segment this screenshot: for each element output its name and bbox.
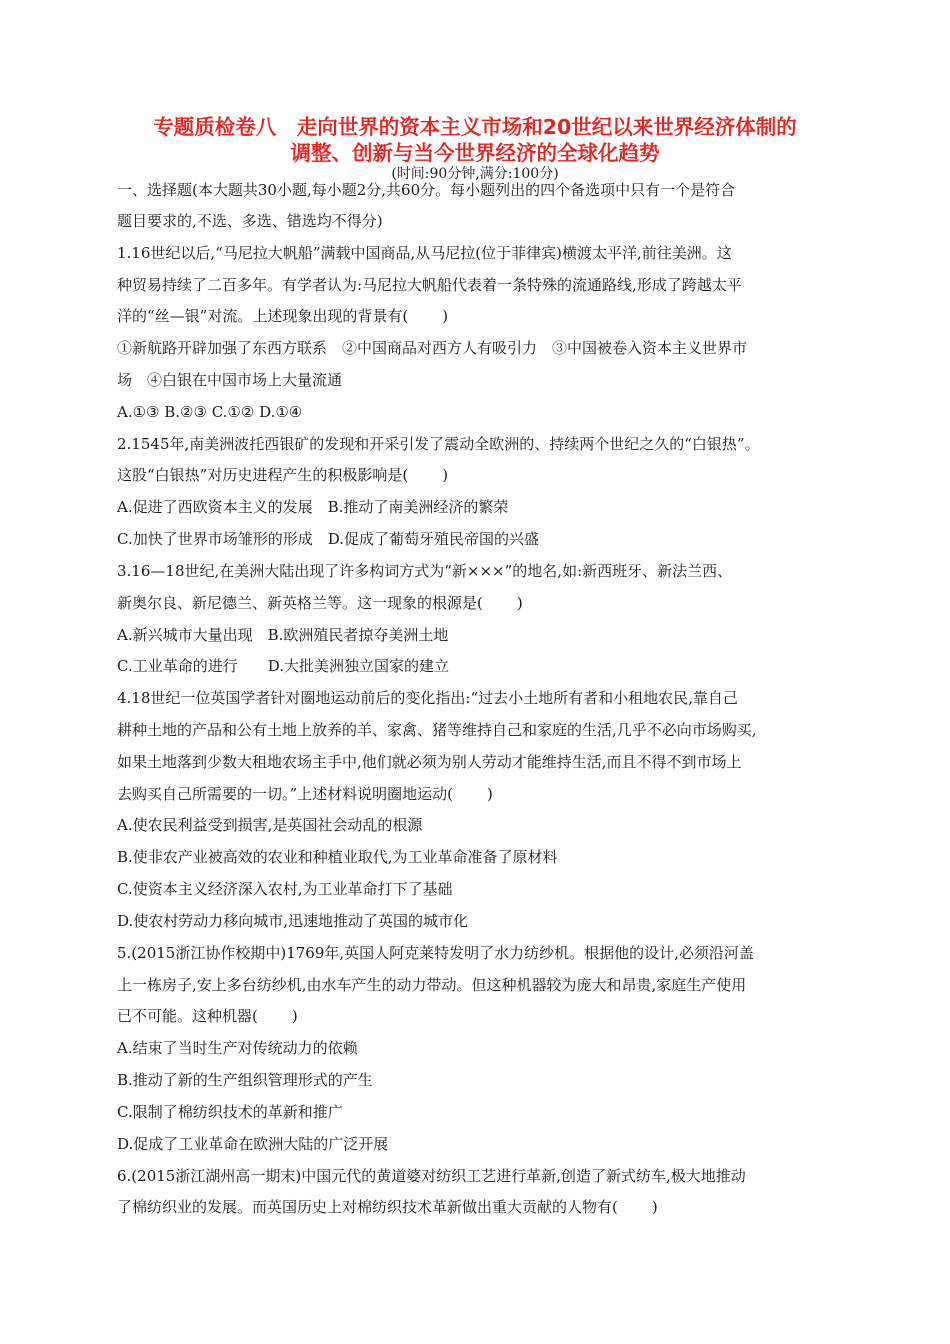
paper-title-line-1: 专题质检卷八 走向世界的资本主义市场和20世纪以来世界经济体制的 xyxy=(153,115,797,139)
question-2-options-cd: C.加快了世界市场雏形的形成 D.促成了葡萄牙殖民帝国的兴盛 xyxy=(117,530,539,548)
question-6-line-1: 6.(2015浙江湖州高一期末)中国元代的黄道婆对纺织工艺进行革新,创造了新式纺车,极大地推动 xyxy=(117,1167,746,1185)
question-1-statements-line-2: 场 ④白银在中国市场上大量流通 xyxy=(117,371,343,389)
question-5-stem-end: 已不可能。这种机器( xyxy=(117,1007,258,1025)
question-2-paren-close: ) xyxy=(442,466,449,484)
question-2-line-1: 2.1545年,南美洲波托西银矿的发现和开采引发了震动全欧洲的、持续两个世纪之久的“白银热”。 xyxy=(117,435,760,453)
question-1-options: A.①③ B.②③ C.①② D.①④ xyxy=(117,403,303,421)
question-4-line-3: 如果土地落到少数大租地农场主手中,他们就必须为别人劳动才能维持生活,而且不得不到市场上 xyxy=(117,753,742,771)
question-3-options-cd: C.工业革命的进行 D.大批美洲独立国家的建立 xyxy=(117,657,449,675)
question-3-paren-close: ) xyxy=(516,594,523,612)
question-4-paren-close: ) xyxy=(487,785,493,803)
question-2-line-2 xyxy=(117,465,448,485)
question-5-line-3 xyxy=(117,1006,298,1026)
question-5-option-d: D.促成了工业革命在欧洲大陆的广泛开展 xyxy=(117,1135,389,1153)
section-heading-line-2: 题目要求的,不选、多选、错选均不得分) xyxy=(117,212,383,230)
question-5-option-a: A.结束了当时生产对传统动力的依赖 xyxy=(117,1039,358,1057)
question-1-statements-line-1: ①新航路开辟加强了东西方联系 ②中国商品对西方人有吸引力 ③中国被卷入资本主义世界市 xyxy=(117,339,748,357)
question-2-options-ab: A.促进了西欧资本主义的发展 B.推动了南美洲经济的繁荣 xyxy=(117,498,509,516)
question-4-line-1: 4.18世纪一位英国学者针对圈地运动前后的变化指出:“过去小土地所有者和小租地农民,靠自己 xyxy=(117,689,738,707)
question-4-option-b: B.使非农产业被高效的农业和种植业取代,为工业革命准备了原材料 xyxy=(117,848,558,866)
question-2-stem-end: 这股“白银热”对历史进程产生的积极影响是( xyxy=(117,466,409,484)
question-1-paren-close: ) xyxy=(442,307,449,325)
question-1-line-3 xyxy=(117,306,448,326)
section-heading-line-1: 一、选择题(本大题共30小题,每小题2分,共60分。每小题列出的四个备选项中只有一个是符合 xyxy=(117,181,736,199)
question-1-line-1: 1.16世纪以后,“马尼拉大帆船”满载中国商品,从马尼拉(位于菲律宾)横渡太平洋,前往美洲。这 xyxy=(117,244,732,262)
question-4-option-a: A.使农民利益受到损害,是英国社会动乱的根源 xyxy=(117,816,423,834)
question-6-line-2 xyxy=(117,1197,658,1217)
question-6-paren-close: ) xyxy=(651,1198,658,1216)
question-5-paren-close: ) xyxy=(291,1007,298,1025)
question-3-stem-end: 新奥尔良、新尼德兰、新英格兰等。这一现象的根源是( xyxy=(117,594,483,612)
question-1-line-2: 种贸易持续了二百多年。有学者认为:马尼拉大帆船代表着一条特殊的流通路线,形成了跨越太平 xyxy=(117,276,742,294)
paper-title-line-2: 调整、创新与当今世界经济的全球化趋势 xyxy=(290,141,660,165)
question-3-line-2 xyxy=(117,593,523,613)
question-1-stem-end: 洋的“丝—银”对流。上述现象出现的背景有( xyxy=(117,307,409,325)
question-5-option-b: B.推动了新的生产组织管理形式的产生 xyxy=(117,1071,373,1089)
question-5-option-c: C.限制了棉纺织技术的革新和推广 xyxy=(117,1103,343,1121)
question-3-options-ab: A.新兴城市大量出现 B.欧洲殖民者掠夺美洲土地 xyxy=(117,626,449,644)
question-4-line-2: 耕种土地的产品和公有土地上放养的羊、家禽、猪等维持自己和家庭的生活,几乎不必向市场购买, xyxy=(117,721,757,739)
question-4-stem-end: 去购买自己所需要的一切。”上述材料说明圈地运动( xyxy=(117,785,454,803)
question-4-option-d: D.使农村劳动力移向城市,迅速地推动了英国的城市化 xyxy=(117,912,469,930)
question-4-line-4 xyxy=(117,784,493,804)
question-5-line-2: 上一栋房子,安上多台纺纱机,由水车产生的动力带动。但这种机器较为庞大和昂贵,家庭生产使用 xyxy=(117,976,747,994)
question-3-line-1: 3.16—18世纪,在美洲大陆出现了许多构词方式为“新×××”的地名,如:新西班牙、新法兰西、 xyxy=(117,562,733,580)
exam-meta: (时间:90分钟,满分:100分) xyxy=(391,166,559,182)
question-5-line-1: 5.(2015浙江协作校期中)1769年,英国人阿克莱特发明了水力纺纱机。根据他的设计,必须沿河盖 xyxy=(117,944,754,962)
question-4-option-c: C.使资本主义经济深入农村,为工业革命打下了基础 xyxy=(117,880,453,898)
question-6-stem-end: 了棉纺织业的发展。而英国历史上对棉纺织技术革新做出重大贡献的人物有( xyxy=(117,1198,618,1216)
